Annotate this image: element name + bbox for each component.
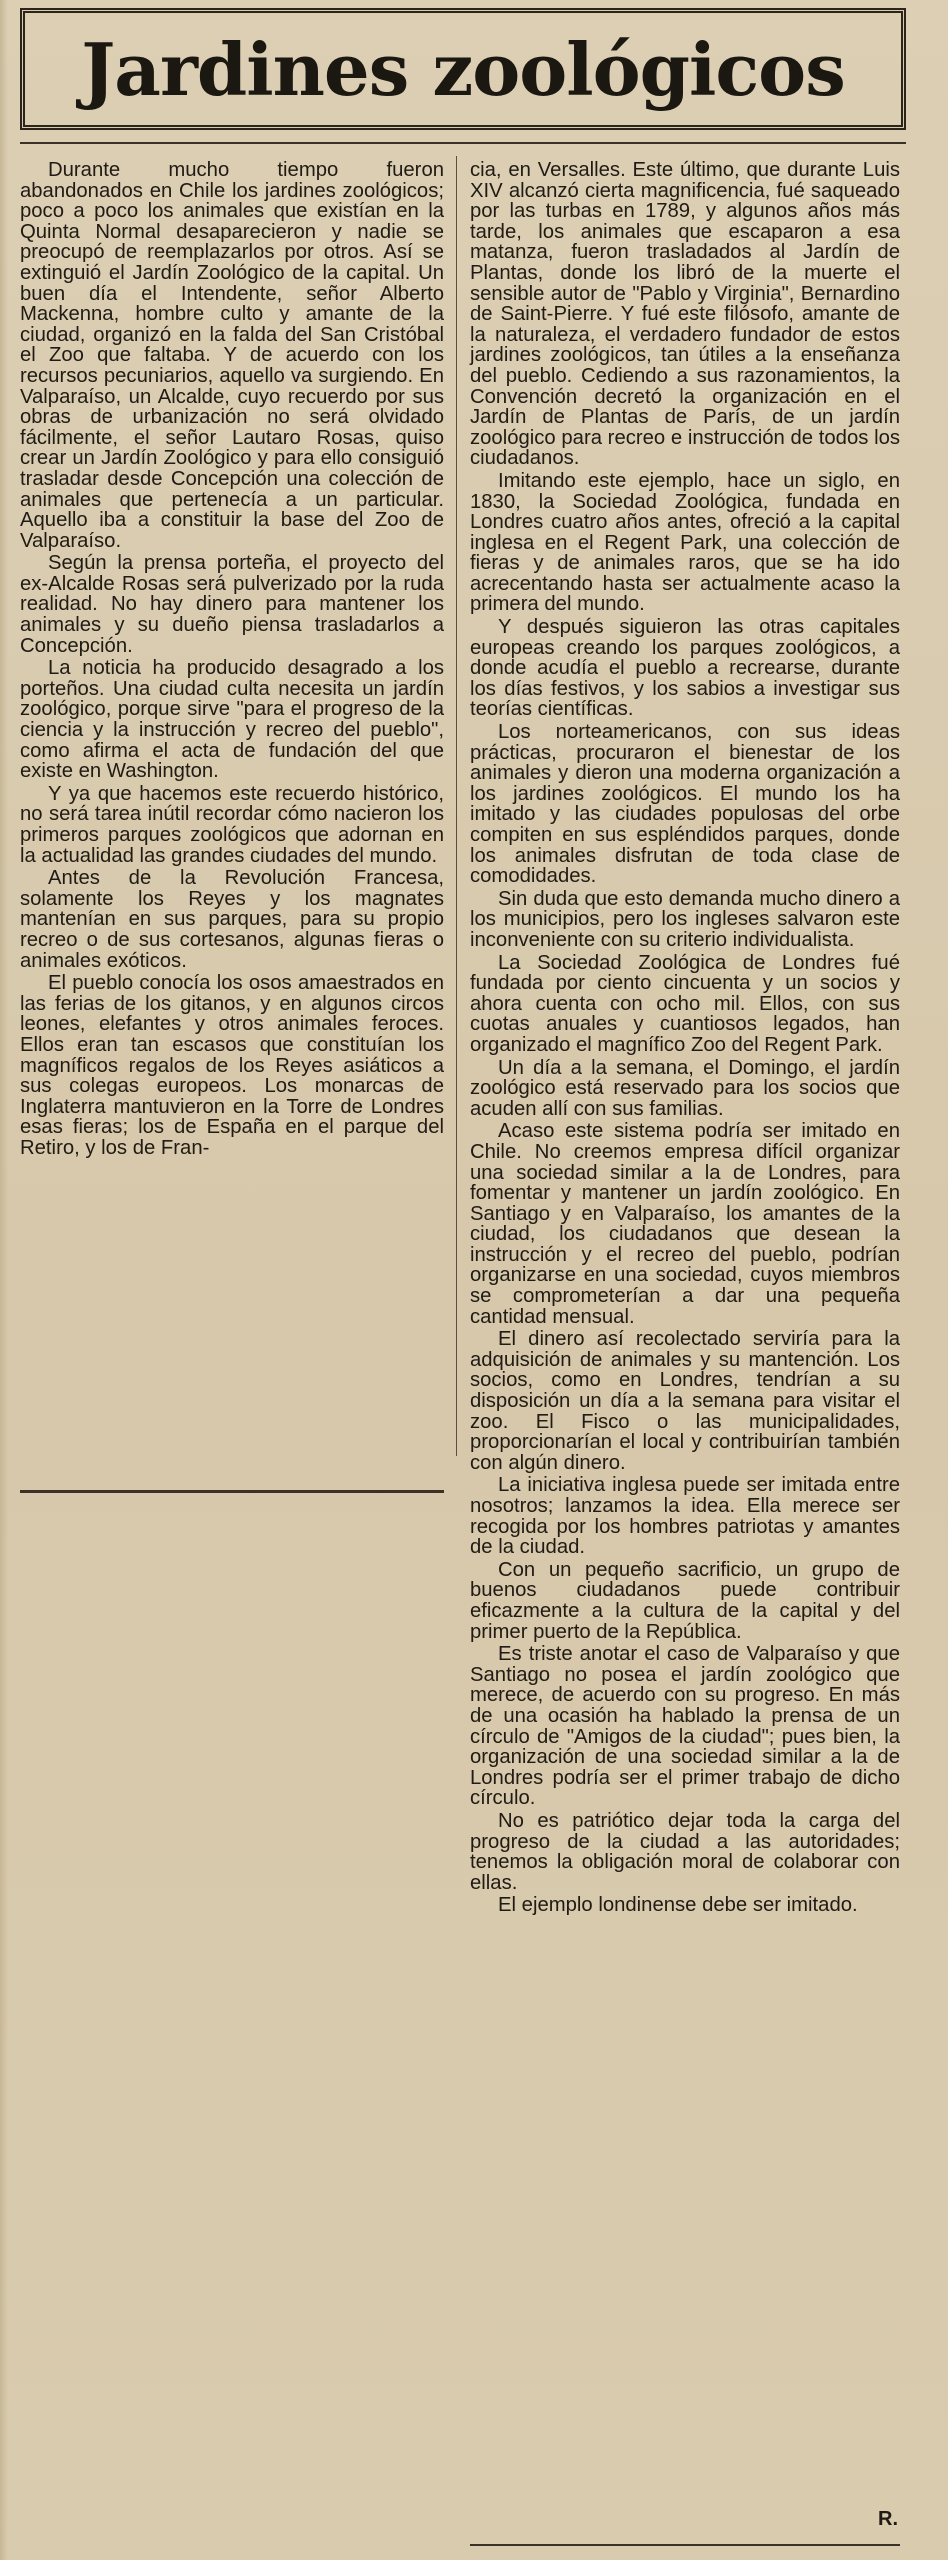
paragraph: No es patriótico dejar toda la carga del progreso de la ciudad a las autoridades; tenemos la obligación moral de colaborar con ellas. [470,1809,900,1894]
paragraph: El dinero así recolectado serviría para la adquisición de animales y su mantención. Los socios, como en Londres, tendrían a su disposición un día a la semana para visitar el zoo. El Fisco o las municipalidades, proporcionarían el local y contribuirían también con algún dinero. [470,1328,900,1474]
paragraph: Y ya que hacemos este recuerdo histórico, no será tarea inútil recordar cómo nacieron los primeros parques zoológicos que adornan en la actualidad las grandes ciudades del mundo. [20,782,444,867]
paragraph: Según la prensa porteña, el proyecto del ex-Alcalde Rosas será pulverizado por la ruda realidad. No hay dinero para mantener los animales y su dueño piensa trasladarlos a Concepción. [20,552,444,657]
paragraph: El pueblo conocía los osos amaestrados en las ferias de los gitanos, y en algunos circos leones, elefantes y otros animales feroces. Ellos eran tan escasos que constituían los magníficos regalos de los Reyes asiáticos a sus colegas europeos. Los monarcas de Inglaterra mantuvieron en la Torre de Londres esas fieras; los de España en el parque del Retiro, y los de Fran- [20,972,444,1159]
article-end-rule [470,2544,900,2546]
column-end-rule [20,1490,444,1493]
author-signature: R. [878,2508,898,2530]
page-edge-shadow [0,0,8,2560]
paragraph: Con un pequeño sacrificio, un grupo de buenos ciudadanos puede contribuir eficazmente a la cultura de la capital y del primer puerto de la República. [470,1558,900,1643]
paragraph: Sin duda que esto demanda mucho dinero a los municipios, pero los ingleses salvaron este inconveniente con su criterio individualista. [470,887,900,951]
paragraph: La Sociedad Zoológica de Londres fué fundada por ciento cincuenta y un socios y ahora cuenta con ocho mil. Ellos, con sus cuotas anuales y cuantiosos legados, han organizado el magnífico Zoo del Regent Park. [470,951,900,1056]
paragraph: Imitando este ejemplo, hace un siglo, en 1830, la Sociedad Zoológica, fundada en Londres cuatro años antes, ofreció a la capital inglesa en el Regent Park, una colección de fieras y de animales raros, que se ha ido acrecentando hasta ser actualmente acaso la primera del mundo. [470,469,900,616]
paragraph: Un día a la semana, el Domingo, el jardín zoológico está reservado para los socios que acuden allí con sus familias. [470,1056,900,1120]
right-column [470,160,900,1918]
paragraph: Acaso este sistema podría ser imitado en Chile. No creemos empresa difícil organizar una sociedad similar a la de Londres, para fomentar y mantener un jardín zoológico. En Santiago y en Valparaíso, los amantes de la ciudad, los ciudadanos que desean la instrucción y el recreo del pueblo, podrían organizarse en una sociedad, cuyos miembros se comprometerían a dar una pequeña cantidad mensual. [470,1120,900,1328]
left-column [20,160,444,1161]
headline-frame [20,8,906,130]
headline-rule [20,142,906,144]
paragraph: Antes de la Revolución Francesa, solamente los Reyes y los magnates mantenían en sus parques, para su propio recreo o de sus cortesanos, algunas fieras o animales exóticos. [20,867,444,972]
paragraph: El ejemplo londinense debe ser imitado. [498,1894,858,1917]
article-title: Jardines zoológicos [81,27,845,112]
paragraph: Durante mucho tiempo fueron abandonados en Chile los jardines zoológicos; poco a poco los animales que existían en la Quinta Normal desaparecieron y nadie se preocupó de reemplazarlos por otros. Así se extinguió el Jardín Zoológico de la capital. Un buen día el Intendente, señor Alberto Mackenna, hombre culto y amante de la ciudad, organizó en la falda del San Cristóbal el Zoo que faltaba. Y de acuerdo con los recursos pecuniarios, aquello va surgiendo. En Valparaíso, un Alcalde, cuyo recuerdo por sus obras de urbanización no será olvidado fácilmente, el señor Lautaro Rosas, quiso crear un Jardín Zoológico y para ello consiguió trasladar desde Concepción una colección de animales que pertenecía a un particular. Aquello iba a constituir la base del Zoo de Valparaíso. [20,159,444,552]
paragraph: cia, en Versalles. Este último, que durante Luis XIV alcanzó cierta magnificencia, fué saqueado por las turbas en 1789, y algunos años más tarde, los animales que escaparon a esa matanza, fueron trasladados al Jardín de Plantas, donde los libró de la muerte el sensible autor de "Pablo y Virginia", Bernardino de Saint-Pierre. Y fué este filósofo, amante de la naturaleza, el verdadero fundador de estos jardines zoológicos, tan útiles a la enseñanza del pueblo. Cediendo a sus razonamientos, la Convención decretó la organización en el Jardín de Plantas de París, de un jardín zoológico para recreo e instrucción de todos los ciudadanos. [470,159,900,470]
paragraph: Los norteamericanos, con sus ideas prácticas, procuraron el bienestar de los animales y dieron una moderna organización a los jardines zoológicos. El mundo los ha imitado y las ciudades populosas del orbe compiten en sus espléndidos parques, donde los animales disfrutan de toda clase de comodidades. [470,721,900,888]
paragraph: La noticia ha producido desagrado a los porteños. Una ciudad culta necesita un jardín zoológico, porque sirve "para el progreso de la ciencia y la instrucción y recreo del pueblo", como afirma el acta de fundación del que existe en Washington. [20,657,444,783]
paragraph: Es triste anotar el caso de Valparaíso y que Santiago no posea el jardín zoológico que merece, de acuerdo con su progreso. En más de una ocasión ha hablado la prensa de un círculo de "Amigos de la ciudad"; pues bien, la organización de una sociedad similar a la de Londres podría ser el primer trabajo de dicho círculo. [470,1643,900,1810]
paragraph: Y después siguieron las otras capitales europeas creando los parques zoológicos, a donde acudía el pueblo a recrearse, durante los días festivos, y los sabios a investigar sus teorías científicas. [470,616,900,721]
paragraph: La iniciativa inglesa puede ser imitada entre nosotros; lanzamos la idea. Ella merece ser recogida por los hombres patriotas y amantes de la ciudad. [470,1474,900,1559]
column-separator [456,156,457,1456]
